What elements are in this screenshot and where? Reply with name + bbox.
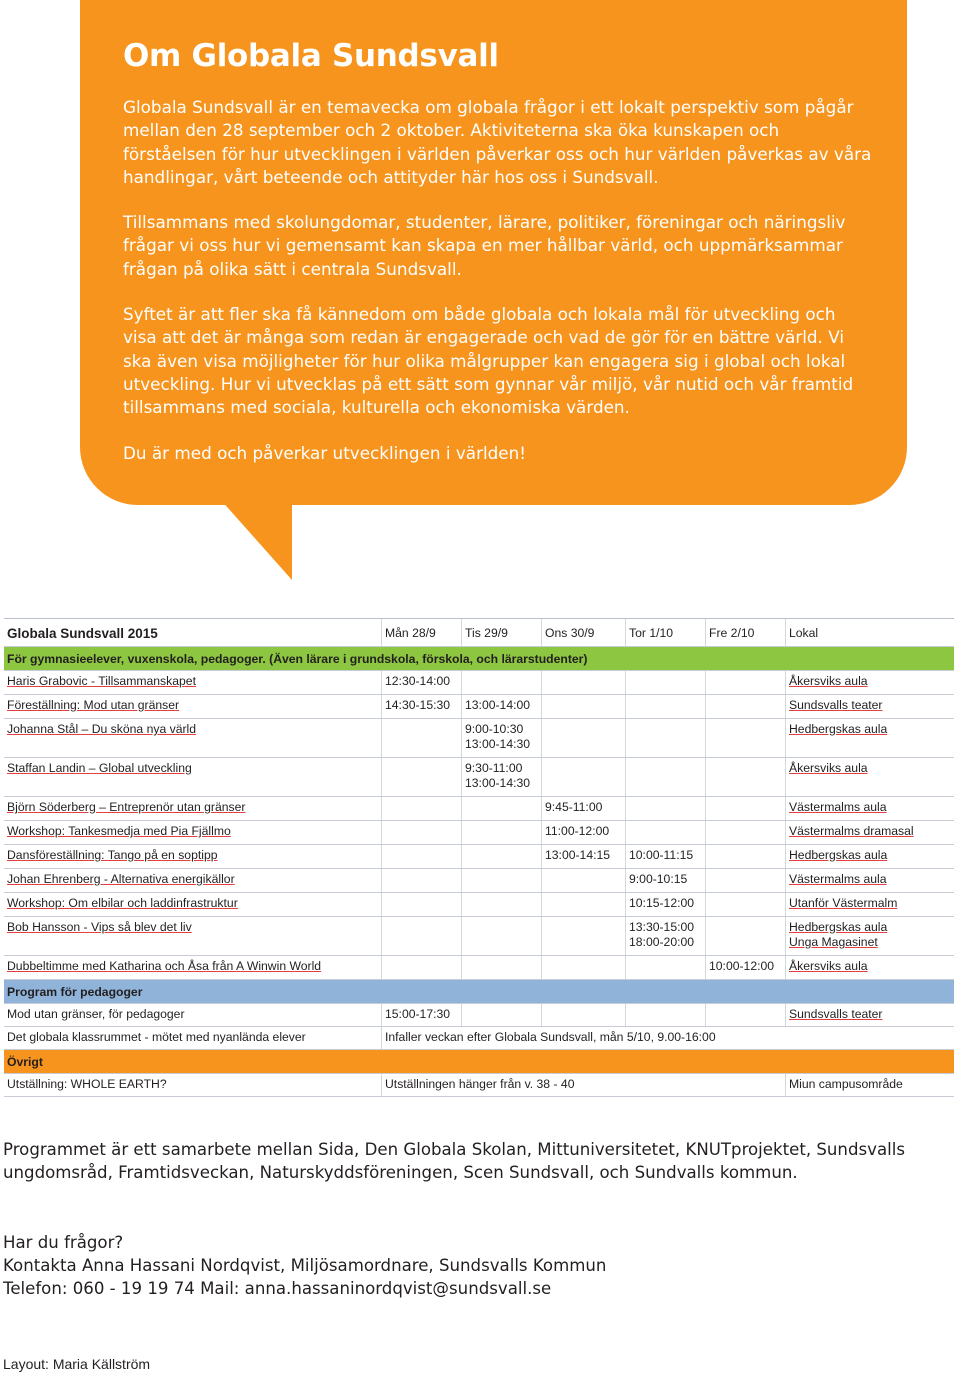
table-row [4,821,954,845]
time-tue [461,671,541,694]
table-row [4,1004,954,1027]
time-fri [705,797,785,820]
event-name: Björn Söderberg – Entreprenör utan gränser [7,800,246,814]
time-thu [625,797,705,820]
intro-call-to-action: Du är med och påverkar utvecklingen i världen! [123,442,526,463]
header-fri: Fre 2/10 [705,619,785,646]
intro-paragraph-1: Globala Sundsvall är en temavecka om globala frågor i ett lokalt perspektiv som pågår mellan den 28 september och 2 oktober. Aktiviteterna ska öka kunskapen och förståelsen för hur utvecklingen i världen påverkar oss och hur världen påverkas av våra handlingar, vårt beteende och attityder här hos oss i Sundsvall. [123,97,872,187]
gymnasie-rows [4,671,954,980]
venue: Åkersviks aula [785,956,954,979]
time-thu [625,719,705,757]
time-tue: 13:00-14:00 [461,695,541,718]
schedule-table [4,618,954,1097]
time-thu: 9:00-10:15 [625,869,705,892]
time-wed [541,695,625,718]
venue: Hedbergskas aula [785,845,954,868]
time-fri [705,719,785,757]
event-note: Infaller veckan efter Globala Sundsvall, mån 5/10, 9.00-16:00 [381,1027,954,1049]
time-thu [625,1004,705,1026]
time-wed [541,893,625,916]
event-name: Det globala klassrummet - mötet med nyanlända elever [7,1030,306,1044]
time-tue: 9:30-11:00 13:00-14:30 [461,758,541,796]
time-wed: 13:00-14:15 [541,845,625,868]
time-tue [461,956,541,979]
time-fri [705,917,785,955]
time-tue [461,797,541,820]
section-row-pedagoger [4,980,954,1004]
time-thu: 10:00-11:15 [625,845,705,868]
header-wed: Ons 30/9 [541,619,625,646]
bubble-tail [212,490,292,580]
contact-block [3,1231,958,1300]
time-tue [461,845,541,868]
event-name: Johanna Stål – Du sköna nya värld [7,722,197,736]
time-fri [705,845,785,868]
time-wed [541,869,625,892]
venue: Åkersviks aula [785,671,954,694]
event-name: Föreställning: Mod utan gränser [7,698,180,712]
venue: Hedbergskas aula Unga Magasinet [785,917,954,955]
time-mon [381,917,461,955]
time-mon [381,758,461,796]
collaboration-paragraph: Programmet är ett samarbete mellan Sida, Den Globala Skolan, Mittuniversitetet, KNUTprojektet, Sundsvalls ungdomsråd, Framtidsveckan, Naturskyddsföreningen, Scen Sundsvall, och Sundvalls kommun. [3,1140,905,1182]
event-name: Workshop: Tankesmedja med Pia Fjällmo [7,824,231,838]
table-row [4,869,954,893]
event-name: Bob Hansson - Vips så blev det liv [7,920,192,934]
layout-credit: Layout: Maria Källström [3,1356,151,1372]
time-fri [705,671,785,694]
time-mon [381,797,461,820]
section-label-ovrigt: Övrigt [7,1055,43,1069]
intro-content [123,38,873,487]
table-row [4,719,954,758]
event-name: Staffan Landin – Global utveckling [7,761,192,775]
time-wed [541,956,625,979]
section-row-ovrigt [4,1050,954,1074]
time-tue: 9:00-10:30 13:00-14:30 [461,719,541,757]
venue: Åkersviks aula [785,758,954,796]
event-name: Mod utan gränser, för pedagoger [7,1007,185,1021]
event-name: Dubbeltimme med Katharina och Åsa från A Winwin World [7,959,322,973]
time-mon [381,719,461,757]
time-tue [461,869,541,892]
time-thu [625,758,705,796]
contact-phone-mail: Telefon: 060 - 19 19 74 Mail: anna.hassaninordqvist@sundsvall.se [3,1279,552,1298]
section-label-pedagoger: Program för pedagoger [7,985,143,999]
collaboration-text [3,1138,958,1184]
schedule-header-row [4,619,954,647]
time-thu [625,671,705,694]
time-tue [461,1004,541,1026]
time-fri [705,869,785,892]
schedule-title: Globala Sundsvall 2015 [7,626,158,641]
table-row [4,695,954,719]
time-mon [381,869,461,892]
section-row-gymnasie [4,647,954,671]
table-row [4,1027,954,1050]
table-row [4,758,954,797]
time-mon [381,956,461,979]
venue: Utanför Västermalm [785,893,954,916]
time-mon: 15:00-17:30 [381,1004,461,1026]
event-note: Utställningen hänger från v. 38 - 40 [381,1074,785,1096]
time-tue [461,821,541,844]
intro-title: Om Globala Sundsvall [123,38,499,74]
table-row [4,671,954,695]
venue: Västermalms aula [785,869,954,892]
header-mon: Mån 28/9 [381,619,461,646]
time-mon [381,845,461,868]
time-thu [625,956,705,979]
time-wed [541,758,625,796]
table-row [4,845,954,869]
table-row [4,917,954,956]
header-tue: Tis 29/9 [461,619,541,646]
time-thu: 13:30-15:00 18:00-20:00 [625,917,705,955]
time-tue [461,917,541,955]
questions-heading: Har du frågor? [3,1233,124,1252]
event-name: Johan Ehrenberg - Alternativa energikällor [7,872,235,886]
event-name: Utställning: WHOLE EARTH? [7,1077,167,1091]
time-wed [541,917,625,955]
event-name: Dansföreställning: Tango på en soptipp [7,848,218,862]
table-row [4,893,954,917]
header-venue: Lokal [785,619,954,646]
time-mon [381,893,461,916]
time-mon: 12:30-14:00 [381,671,461,694]
time-wed [541,1004,625,1026]
table-row [4,956,954,980]
intro-paragraph-2: Tillsammans med skolungdomar, studenter, lärare, politiker, föreningar och näringsliv frågar vi oss hur vi gemensamt kan skapa en mer hållbar värld, och uppmärksammar frågan på olika sätt i centrala Sundsvall. [123,212,846,279]
venue: Sundsvalls teater [785,695,954,718]
table-row [4,797,954,821]
venue: Sundsvalls teater [785,1004,954,1026]
section-label-gymnasie: För gymnasieelever, vuxenskola, pedagoger. (Även lärare i grundskola, förskola, och lärarstudenter) [7,652,588,666]
time-fri [705,1004,785,1026]
time-fri [705,695,785,718]
time-mon [381,821,461,844]
time-thu [625,695,705,718]
venue: Västermalms aula [785,797,954,820]
time-wed [541,719,625,757]
time-wed: 9:45-11:00 [541,797,625,820]
time-fri [705,821,785,844]
time-thu [625,821,705,844]
time-tue [461,893,541,916]
contact-person: Kontakta Anna Hassani Nordqvist, Miljösamordnare, Sundsvalls Kommun [3,1256,607,1275]
venue: Miun campusområde [785,1074,954,1096]
time-fri [705,893,785,916]
table-row [4,1074,954,1097]
time-wed [541,671,625,694]
venue: Hedbergskas aula [785,719,954,757]
header-thu: Tor 1/10 [625,619,705,646]
time-thu: 10:15-12:00 [625,893,705,916]
venue: Västermalms dramasal [785,821,954,844]
time-fri [705,758,785,796]
time-mon: 14:30-15:30 [381,695,461,718]
time-fri: 10:00-12:00 [705,956,785,979]
intro-paragraph-3: Syftet är att fler ska få kännedom om både globala och lokala mål för utveckling och visa att det är många som redan är engagerade och vad de gör för en bättre värld. Vi ska även visa möjligheter för hur olika målgrupper kan engagera sig i global och lokal utveckling. Hur vi utvecklas på ett sätt som gynnar vår miljö, vår nutid och vår framtid tillsammans med sociala, kulturella och ekonomiska värden. [123,304,854,418]
event-name: Haris Grabovic - Tillsammanskapet [7,674,196,688]
event-name: Workshop: Om elbilar och laddinfrastruktur [7,896,238,910]
time-wed: 11:00-12:00 [541,821,625,844]
